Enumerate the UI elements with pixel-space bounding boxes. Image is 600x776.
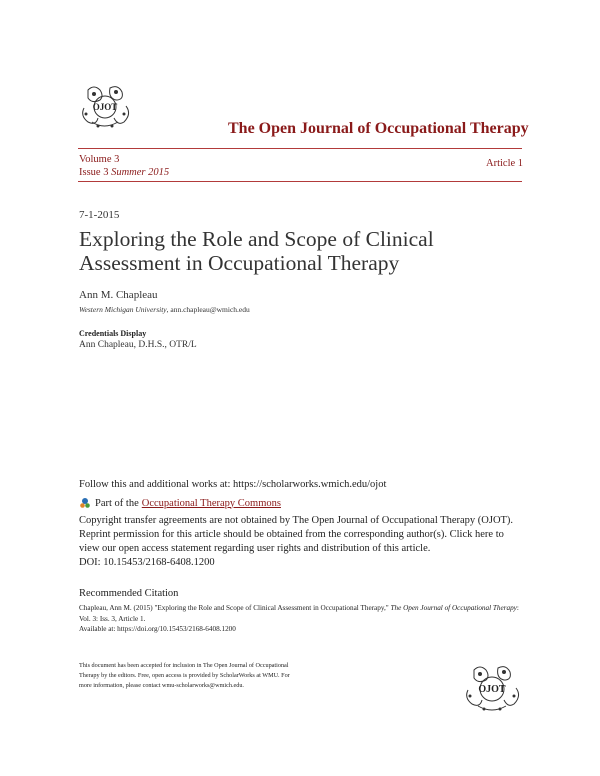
citation-journal: The Open Journal of Occupational Therapy	[390, 604, 517, 612]
header-rule-bottom	[78, 181, 522, 182]
part-of-line	[79, 497, 281, 509]
issue-label[interactable]: Issue 3 Summer 2015	[79, 167, 170, 178]
author-affiliation	[79, 305, 250, 314]
affiliation-name: Western Michigan University	[79, 305, 167, 314]
copyright-notice	[79, 514, 519, 570]
copyright-text[interactable]: Copyright transfer agreements are not obtained by The Open Journal of Occupational Therapy (OJOT). Reprint permission for this article should be obtained from the corresponding author(s). Click here to view our open access statement regarding user rights and distribution of this article.	[79, 515, 514, 554]
logo-lettering-footer: OJOT	[478, 684, 506, 695]
header-rule-top	[78, 148, 522, 149]
footer-notice: This document has been accepted for inclusion in The Open Journal of Occupational Therapy by the editors. Free, open access is provided by ScholarWorks at WMU. For more information, please contact wmu-scholarworks@wmich.edu.	[79, 662, 290, 689]
author-name[interactable]: Ann M. Chapleau	[79, 289, 158, 301]
occupational-therapy-commons-link[interactable]: Occupational Therapy Commons	[141, 497, 281, 509]
follow-link[interactable]: Follow this and additional works at: https://scholarworks.wmich.edu/ojot	[79, 479, 387, 490]
article-title[interactable]: Exploring the Role and Scope of Clinical Assessment in Occupational Therapy	[79, 227, 434, 275]
part-of-prefix: Part of the	[95, 497, 139, 509]
credentials-label: Credentials Display	[79, 329, 147, 338]
recommended-citation-text: Chapleau, Ann M. (2015) "Exploring the Role and Scope of Clinical Assessment in Occupational Therapy," The Open Journal of Occupational Therapy: Vol. 3: Iss. 3, Article 1. Available at: https://doi.org/10.15453/2168-6408.1200	[79, 604, 519, 633]
author-email[interactable]: , ann.chapleau@wmich.edu	[166, 305, 250, 314]
volume-issue[interactable]	[79, 153, 169, 179]
journal-logo-footer	[462, 662, 522, 714]
volume-label[interactable]: Volume 3	[79, 154, 120, 165]
recommended-citation-label: Recommended Citation	[79, 588, 179, 599]
commons-network-icon	[79, 497, 91, 509]
citation-available-link[interactable]: Available at: https://doi.org/10.15453/2168-6408.1200	[79, 625, 236, 633]
publication-date: 7-1-2015	[79, 209, 120, 221]
doi-text[interactable]: DOI: 10.15453/2168-6408.1200	[79, 557, 215, 568]
article-number[interactable]: Article 1	[486, 158, 524, 169]
issue-season: Summer 2015	[111, 167, 170, 178]
logo-lettering: OJOT	[92, 102, 118, 112]
credentials-value: Ann Chapleau, D.H.S., OTR/L	[79, 340, 197, 350]
journal-title[interactable]: The Open Journal of Occupational Therapy	[228, 120, 529, 137]
journal-logo	[78, 82, 132, 132]
